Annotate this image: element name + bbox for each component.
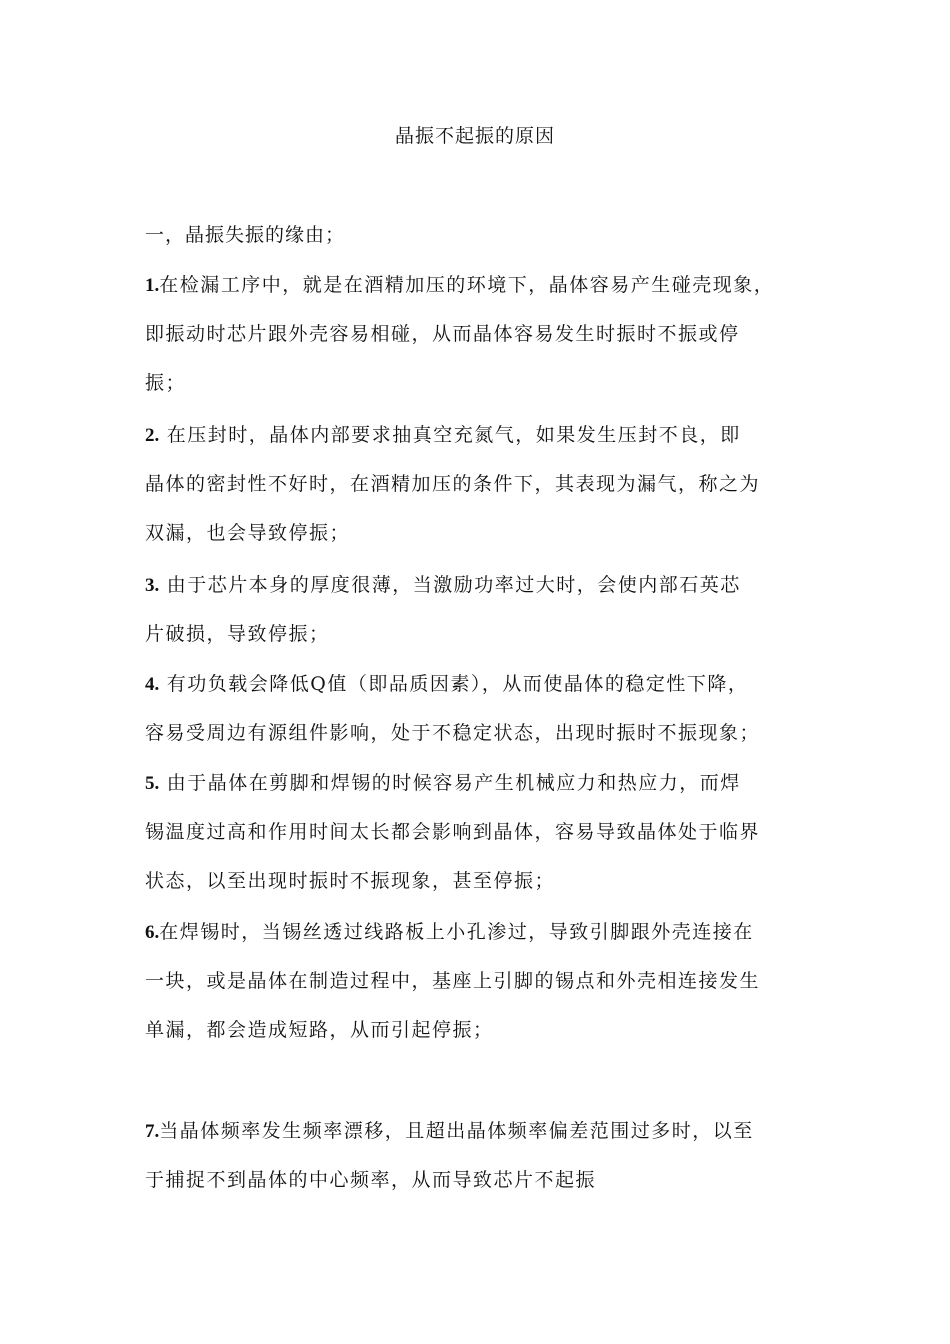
item-6-number: 6. xyxy=(145,922,160,943)
item-5-line-3: 状态，以至出现时振时不振现象，甚至停振； xyxy=(145,870,556,892)
item-2-line-1: 2. 在压封时，晶体内部要求抽真空充氮气，如果发生压封不良，即 xyxy=(145,424,741,446)
item-7-line-2: 于捕捉不到晶体的中心频率，从而导致芯片不起振 xyxy=(145,1169,597,1191)
item-3-line-1: 3. 由于芯片本身的厚度很薄，当激励功率过大时，会使内部石英芯 xyxy=(145,574,741,596)
item-3-line-2: 片破损，导致停振； xyxy=(145,623,330,645)
item-2-line-2: 晶体的密封性不好时，在酒精加压的条件下，其表现为漏气，称之为 xyxy=(145,473,761,495)
list-item-2 xyxy=(145,411,808,558)
item-7-number: 7. xyxy=(145,1121,160,1142)
item-6-line-1: 6.在焊锡时，当锡丝透过线路板上小孔渗过，导致引脚跟外壳连接在 xyxy=(145,921,754,943)
item-4-line-2: 容易受周边有源组件影响，处于不稳定状态，出现时振时不振现象； xyxy=(145,722,761,744)
item-3-number: 3. xyxy=(145,575,160,596)
item-2-number: 2. xyxy=(145,425,160,446)
item-5-number: 5. xyxy=(145,773,160,794)
item-2-line-3: 双漏，也会导致停振； xyxy=(145,522,351,544)
list-item-4 xyxy=(145,660,808,758)
item-5-line-2: 锡温度过高和作用时间太长都会影响到晶体，容易导致晶体处于临界 xyxy=(145,821,761,843)
item-1-line-2: 即振动时芯片跟外壳容易相碰，从而晶体容易发生时振时不振或停 xyxy=(145,323,740,345)
list-item-6 xyxy=(145,908,808,1055)
item-4-number: 4. xyxy=(145,674,160,695)
item-4-line-1: 4. 有功负载会降低Q值（即品质因素），从而使晶体的稳定性下降， xyxy=(145,673,749,695)
document-title: 晶振不起振的原因 xyxy=(394,125,555,147)
list-item-3 xyxy=(145,561,808,659)
list-item-7 xyxy=(145,1107,808,1205)
item-1-line-3: 振； xyxy=(145,372,187,394)
section-heading: 一，晶振失振的缘由； xyxy=(145,224,346,246)
list-item-1 xyxy=(145,261,808,408)
item-1-line-1: 1.在检漏工序中，就是在酒精加压的环境下，晶体容易产生碰壳现象， xyxy=(145,274,775,296)
item-5-line-1: 5. 由于晶体在剪脚和焊锡的时候容易产生机械应力和热应力，而焊 xyxy=(145,772,741,794)
item-6-line-3: 单漏，都会造成短路，从而引起停振； xyxy=(145,1019,494,1041)
item-6-line-2: 一块，或是晶体在制造过程中，基座上引脚的锡点和外壳相连接发生 xyxy=(145,970,761,992)
item-1-number: 1. xyxy=(145,275,160,296)
list-item-5 xyxy=(145,759,808,906)
item-7-line-1: 7.当晶体频率发生频率漂移，且超出晶体频率偏差范围过多时，以至 xyxy=(145,1120,754,1142)
